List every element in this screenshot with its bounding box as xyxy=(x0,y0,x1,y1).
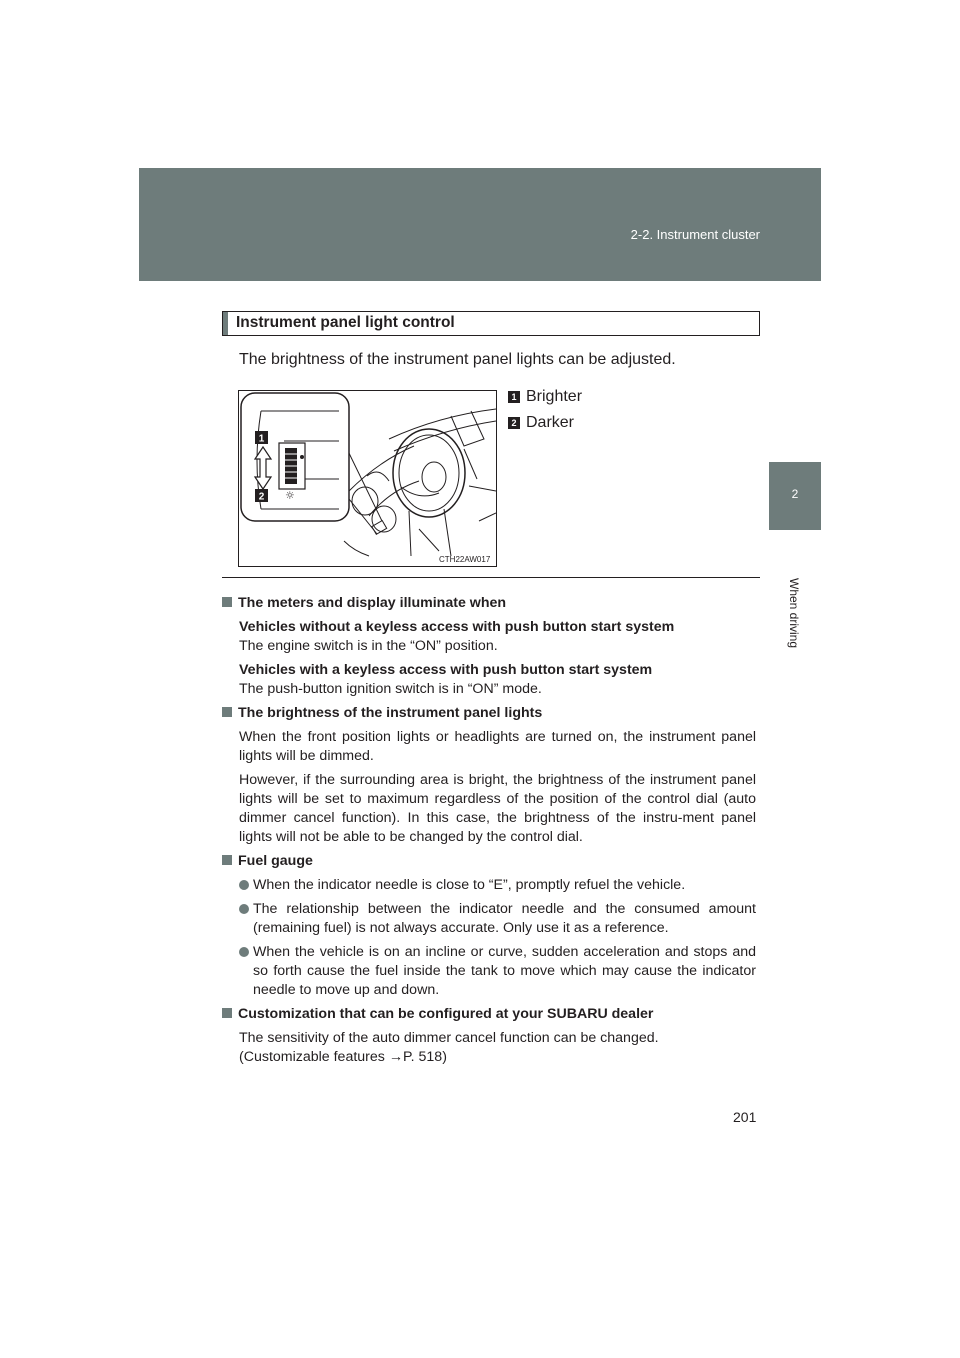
legend-number: 2 xyxy=(508,417,520,429)
note-text: The engine switch is in the “ON” position. xyxy=(239,638,498,654)
note-text: The push-button ignition switch is in “ON” mode. xyxy=(239,681,542,697)
notes-section xyxy=(222,594,756,1072)
note-heading: The meters and display illuminate when xyxy=(222,594,756,613)
square-bullet-icon xyxy=(222,855,232,865)
legend-item-brighter xyxy=(508,388,582,406)
square-bullet-icon xyxy=(222,707,232,717)
section-breadcrumb: 2-2. Instrument cluster xyxy=(630,227,760,242)
section-intro: The brightness of the instrument panel lights can be adjusted. xyxy=(239,351,676,368)
note-text: The sensitivity of the auto dimmer cancel function can be changed. xyxy=(239,1030,659,1046)
dashboard-drawing xyxy=(239,391,496,566)
page-number: 201 xyxy=(733,1109,757,1125)
circle-bullet-icon xyxy=(239,947,249,957)
chapter-label: When driving xyxy=(787,578,801,649)
divider xyxy=(222,577,760,578)
note-text: However, if the surrounding area is bright, the brightness of the instrument panel lights will be set to maximum regardless of the position of the control dial (auto dimmer cancel function). In this case, the brightness of the instru-ment panel lights will not be able to be changed by the control dial. xyxy=(239,772,756,845)
list-item: When the vehicle is on an incline or curve, sudden acceleration and stops and so forth cause the fuel inside the tank to move which may cause the indicator needle to move up and down. xyxy=(222,943,756,1000)
chapter-number: 2 xyxy=(791,487,799,501)
page-header xyxy=(139,168,821,281)
list-item: When the indicator needle is close to “E”, promptly refuel the vehicle. xyxy=(222,876,756,895)
legend-item-darker xyxy=(508,414,574,432)
circle-bullet-icon xyxy=(239,880,249,890)
section-title: Instrument panel light control xyxy=(236,314,455,331)
legend-number: 1 xyxy=(508,391,520,403)
note-text: When the front position lights or headlights are turned on, the instrument panel lights will be dimmed. xyxy=(239,729,756,764)
chapter-tab xyxy=(769,462,821,530)
dashboard-illustration xyxy=(238,390,497,567)
note-subheading: Vehicles with a keyless access with push button start system xyxy=(239,662,653,678)
note-heading: The brightness of the instrument panel lights xyxy=(222,704,756,723)
list-item: The relationship between the indicator needle and the consumed amount (remaining fuel) is not always accurate. Only use it as a reference. xyxy=(222,900,756,938)
circle-bullet-icon xyxy=(239,904,249,914)
callout-1: 1 xyxy=(258,433,265,445)
legend-label: Darker xyxy=(526,414,575,431)
figure-code: CTH22AW017 xyxy=(439,555,491,564)
square-bullet-icon xyxy=(222,1008,232,1018)
callout-2: 2 xyxy=(258,491,265,503)
note-heading: Customization that can be configured at your SUBARU dealer xyxy=(222,1005,756,1024)
legend-label: Brighter xyxy=(526,388,583,405)
svg-text:☼: ☼ xyxy=(285,489,295,502)
section-title-box xyxy=(222,311,760,336)
note-cross-reference: (Customizable features →P. 518) xyxy=(239,1049,447,1065)
square-bullet-icon xyxy=(222,597,232,607)
section-title-accent xyxy=(223,312,228,335)
note-subheading: Vehicles without a keyless access with push button start system xyxy=(239,619,675,635)
note-heading: Fuel gauge xyxy=(222,852,756,871)
